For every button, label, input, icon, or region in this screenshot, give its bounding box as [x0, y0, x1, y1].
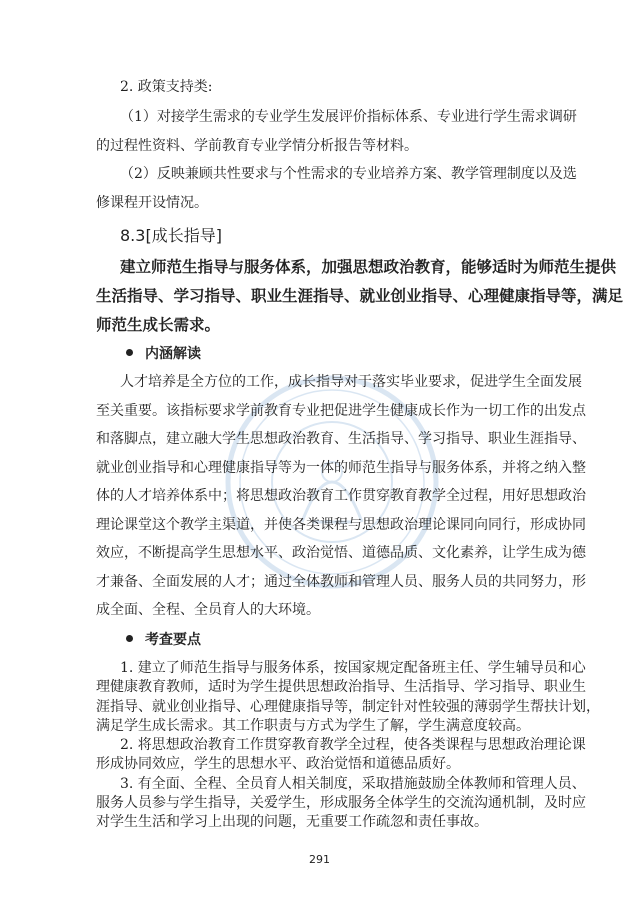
- checkpoint-line: 对学生生活和学习上出现的问题，无重要工作疏忽和责任事故。: [96, 814, 488, 830]
- connotation-line: 人才培养是全方位的工作，成长指导对于落实毕业要求，促进学生全面发展: [120, 374, 582, 390]
- section-title: 8.3[成长指导]: [120, 226, 222, 245]
- checkpoint-line: 3. 有全面、全程、全员育人相关制度，采取措施鼓励全体教师和管理人员、: [120, 775, 586, 792]
- checkpoint-line: 1. 建立了师范生指导与服务体系，按国家规定配备班主任、学生辅导员和心: [120, 660, 586, 676]
- checkpoint-line: 理健康教育教师，适时为学生提供思想政治指导、生活指导、学习指导、职业生: [96, 679, 586, 696]
- policy-item-2-line-1: （2）反映兼顾共性要求与个性需求的专业培养方案、教学管理制度以及选: [120, 166, 577, 182]
- connotation-line: 成全面、全程、全员育人的大环境。: [96, 602, 320, 618]
- connotation-line: 才兼备、全面发展的人才；通过全体教师和管理人员、服务人员的共同努力，形: [96, 574, 586, 590]
- checkpoints-label: 考查要点: [145, 632, 201, 648]
- standard-line-3: 师范生成长需求。: [96, 315, 221, 334]
- bullet-icon: [126, 349, 133, 356]
- checkpoint-line: 2. 将思想政治教育工作贯穿教育教学全过程，使各类课程与思想政治理论课: [120, 737, 586, 753]
- page-number: 291: [309, 853, 330, 866]
- standard-line-2: 生活指导、学习指导、职业生涯指导、就业创业指导、心理健康指导等，满足: [96, 286, 624, 305]
- checkpoint-line: 形成协同效应，学生的思想水平、政治觉悟和道德品质好。: [96, 756, 460, 773]
- connotation-line: 至关重要。该指标要求学前教育专业把促进学生健康成长作为一切工作的出发点: [96, 403, 586, 419]
- policy-item-1-line-1: （1）对接学生需求的专业学生发展评价指标体系、专业进行学生需求调研: [120, 109, 577, 125]
- connotation-line: 效应，不断提高学生思想水平、政治觉悟、道德品质、文化素养，让学生成为德: [96, 545, 586, 561]
- checkpoints-heading: [126, 630, 201, 650]
- policy-item-2-line-2: 修课程开设情况。: [96, 195, 208, 211]
- connotation-line: 理论课堂这个教学主渠道，并使各类课程与思想政治理论课同向同行，形成协同: [96, 517, 586, 533]
- policy-heading: 2. 政策支持类:: [120, 79, 213, 95]
- connotation-line: 就业创业指导和心理健康指导等为一体的师范生指导与服务体系，并将之纳入整: [96, 460, 586, 476]
- bullet-icon: [126, 635, 133, 642]
- standard-line-1: 建立师范生指导与服务体系，加强思想政治教育，能够适时为师范生提供: [120, 257, 617, 276]
- connotation-heading: [126, 344, 201, 364]
- checkpoint-line: 涯指导、就业创业指导、心理健康指导等，制定针对性较强的薄弱学生帮扶计划，: [96, 698, 600, 715]
- checkpoint-line: 服务人员参与学生指导，关爱学生，形成服务全体学生的交流沟通机制，及时应: [96, 794, 586, 811]
- connotation-line: 和落脚点，建立融大学生思想政治教育、生活指导、学习指导、职业生涯指导、: [96, 431, 586, 447]
- connotation-line: 体的人才培养体系中；将思想政治教育工作贯穿教育教学全过程，用好思想政治: [96, 488, 586, 504]
- connotation-label: 内涵解读: [145, 346, 201, 362]
- policy-item-1-line-2: 的过程性资料、学前教育专业学情分析报告等材料。: [96, 138, 418, 154]
- checkpoint-line: 满足学生成长需求。其工作职责与方式为学生了解，学生满意度较高。: [96, 717, 530, 734]
